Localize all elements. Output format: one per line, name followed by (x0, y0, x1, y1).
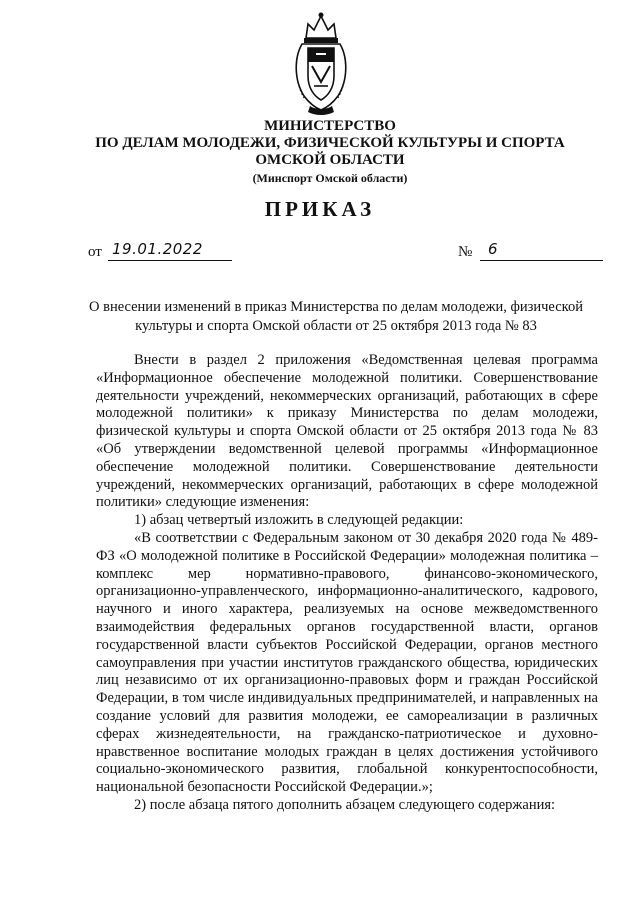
ministry-name-line3: ОМСКОЙ ОБЛАСТИ (255, 152, 405, 168)
body-paragraph-intro: Внести в раздел 2 приложения «Ведомственная целевая программа «Информационное обеспечение молодежной политики. Совершенствование деятельности учреждений, некоммерческих организаций, работающих в сфере молодежной политики» к приказу Министерства по делам молодежи, физической культуры и спорта Омской области от 25 октября 2013 года № 83 «Об утверждении ведомственной целевой программы «Информационное обеспечение молодежной политики. Совершенствование деятельности учреждений, некоммерческих организаций, работающих в сфере молодежной политики» следующие изменения: (96, 352, 598, 511)
ministry-name-line1: МИНИСТЕРСТВО (264, 118, 396, 134)
document-body (96, 352, 598, 815)
date-underline (108, 260, 232, 261)
document-title: ПРИКАЗ (264, 197, 376, 221)
coat-of-arms-icon (292, 10, 350, 116)
number-label: № (458, 244, 473, 260)
date-value: 19.01.2022 (112, 240, 203, 258)
body-item-2: 2) после абзаца пятого дополнить абзацем следующего содержания: (134, 796, 556, 813)
ministry-short-name: (Минспорт Омской области) (252, 171, 408, 185)
number-value: 6 (488, 240, 498, 258)
number-underline (480, 260, 603, 261)
ministry-name-line2: ПО ДЕЛАМ МОЛОДЕЖИ, ФИЗИЧЕСКОЙ КУЛЬТУРЫ И СПОРТА (95, 135, 565, 151)
body-item-1: 1) абзац четвертый изложить в следующей редакции: (134, 512, 464, 529)
document-subject: О внесении изменений в приказ Министерства по делам молодежи, физической культуры и спорта Омской области от 25 октября 2013 года № 83 (89, 299, 583, 334)
date-label: от (88, 244, 102, 260)
body-paragraph-quote: «В соответствии с Федеральным законом от 30 декабря 2020 года № 489-ФЗ «О молодежной политике в Российской Федерации» молодежная политика – комплекс мер нормативно-правового, финансово-экономического, организационно-управленческого, информационно-аналитического, кадрового, научного и иного характера, реализуемых на основе межведомственного взаимодействия федеральных органов государственной власти, органов государственной власти субъектов Российской Федерации, органов местного самоуправления при участии институтов гражданского общества, юридических лиц независимо от их организационно-правовых форм и граждан Российской Федерации, в том числе индивидуальных предпринимателей, и направленных на создание условий для развития молодежи, ее самореализации в различных сферах жизнедеятельности, на гражданско-патриотическое и духовно-нравственное воспитание молодых граждан в целях достижения устойчивого социально-экономического развития, глобальной конкурентоспособности, национальной безопасности Российской Федерации.»; (96, 529, 598, 796)
